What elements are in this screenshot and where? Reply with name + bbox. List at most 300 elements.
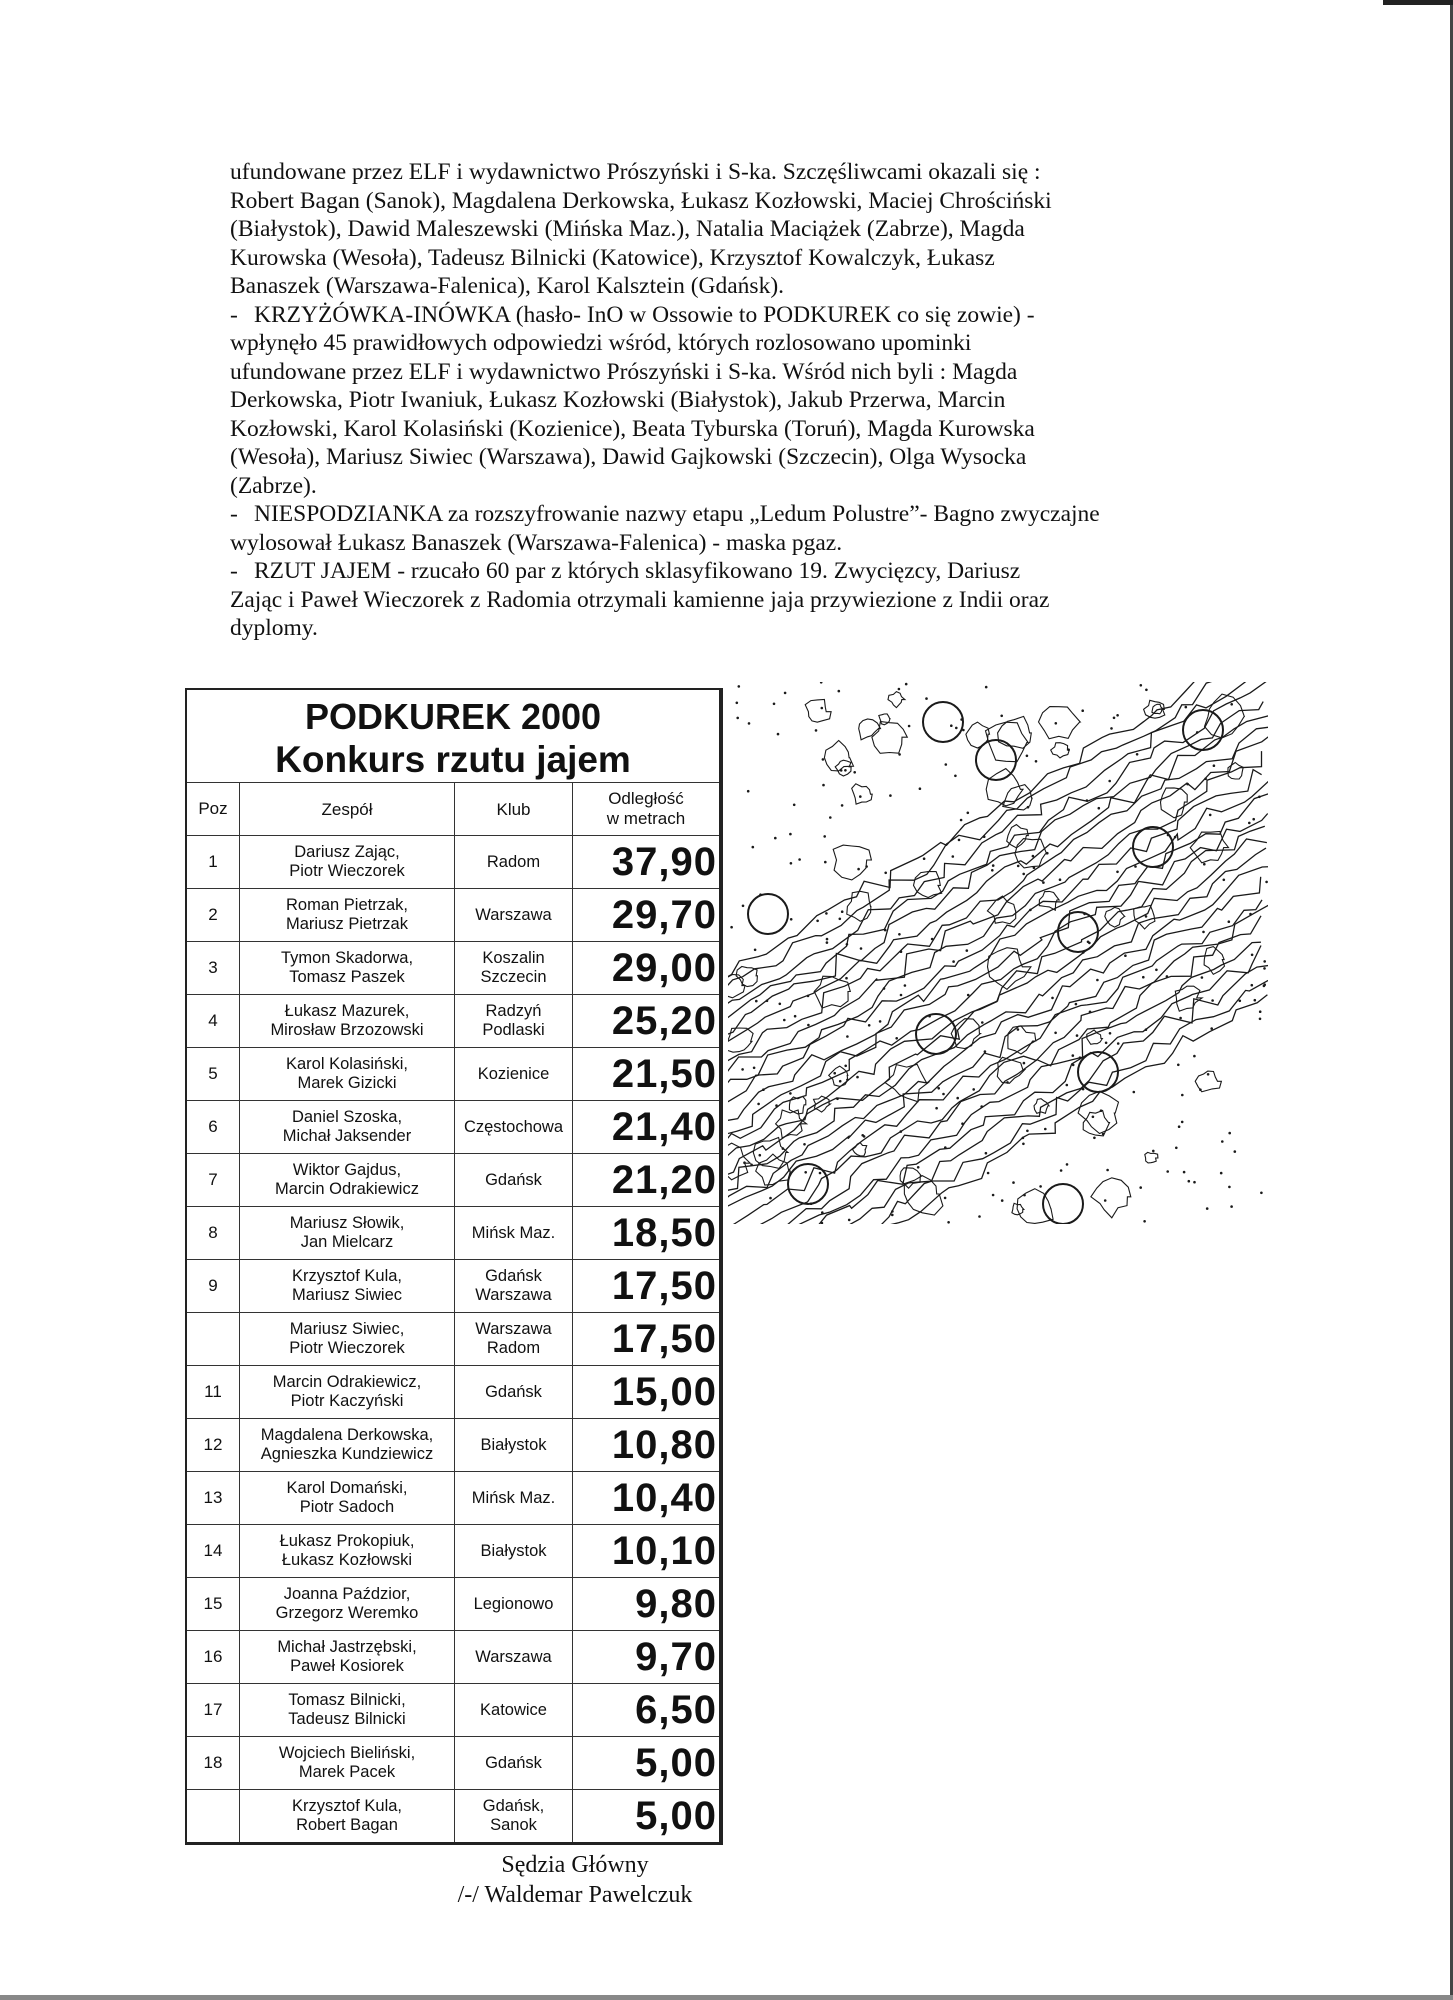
map-contour	[884, 872, 887, 875]
map-contour	[820, 682, 823, 684]
map-contour	[1204, 778, 1207, 781]
map-contour	[1133, 1091, 1136, 1094]
cell-zespol-text: Karol Kolasiński,	[286, 1055, 408, 1073]
cell-zespol	[240, 1313, 455, 1365]
cell-poz-text: 3	[208, 958, 218, 977]
table-row	[187, 1631, 719, 1684]
cell-klub-text: Białystok	[480, 1541, 547, 1560]
cell-poz-text: 6	[208, 1117, 218, 1136]
map-contour	[1075, 1003, 1078, 1006]
map-contour	[1145, 1028, 1148, 1031]
map-contour	[728, 727, 1268, 1067]
map-contour	[1026, 1130, 1029, 1133]
cell-zespol-text: Wojciech Bieliński,	[278, 1744, 416, 1762]
map-contour	[841, 804, 844, 807]
map-contour	[826, 941, 829, 944]
cell-odleglosc-text: 29,00	[611, 945, 717, 990]
judge-signature	[430, 1850, 720, 1910]
text-line	[230, 301, 1260, 330]
bullet-text: wpłynęło 45 prawidłowych odpowiedzi wśród, których rozlosowano upominki	[230, 330, 972, 356]
cell-odleglosc-text: 5,00	[635, 1740, 717, 1785]
bullet-marker: -	[230, 301, 238, 328]
map-contour	[1174, 836, 1177, 839]
map-contour	[1263, 960, 1266, 963]
map-contour	[728, 965, 1268, 1224]
map-contour	[1209, 814, 1212, 817]
map-contour	[1252, 818, 1255, 821]
map-contour	[868, 1024, 871, 1027]
cell-zespol-text: Michał Jaksender	[282, 1127, 412, 1145]
cell-zespol	[240, 942, 455, 994]
map-contour	[1023, 1194, 1026, 1197]
map-contour	[1051, 997, 1054, 1000]
map-contour	[950, 724, 953, 727]
cell-klub-text: Warszawa	[475, 1647, 552, 1666]
cell-odleglosc-text: 37,90	[611, 839, 717, 884]
map-contour	[777, 733, 780, 736]
map-contour	[823, 835, 826, 838]
article-text	[230, 158, 1260, 643]
cell-poz	[187, 1790, 240, 1842]
table-row	[187, 1790, 719, 1842]
cell-poz-text: 15	[203, 1594, 223, 1613]
cell-klub	[455, 995, 573, 1047]
cell-odleglosc-text: 25,20	[611, 998, 717, 1043]
map-contour	[992, 864, 995, 867]
cell-zespol-text: Krzysztof Kula,	[291, 1267, 403, 1285]
judge-title: Sędzia Główny	[501, 1852, 649, 1878]
cell-zespol	[240, 1207, 455, 1259]
cell-klub	[455, 1154, 573, 1206]
map-contour	[1086, 799, 1089, 802]
cell-odleglosc	[573, 1154, 719, 1206]
map-contour	[835, 760, 851, 776]
map-contour	[1178, 1125, 1181, 1128]
table-row	[187, 889, 719, 942]
text-line	[230, 415, 1260, 444]
map-contour	[891, 1214, 894, 1217]
bullet-marker: -	[230, 558, 238, 584]
table-row	[187, 1472, 719, 1525]
map-contour	[728, 770, 1262, 1108]
map-contour	[773, 703, 776, 706]
map-contour	[991, 869, 994, 872]
map-contour	[1058, 912, 1098, 952]
map-contour	[1188, 1180, 1191, 1183]
cell-klub	[455, 836, 573, 888]
map-contour	[846, 1035, 849, 1038]
map-contour	[960, 819, 963, 822]
map-contour	[919, 787, 922, 790]
map-contour	[1234, 1150, 1237, 1153]
cell-zespol-text: Marek Pacek	[298, 1763, 396, 1781]
map-contour	[852, 784, 873, 804]
cell-zespol-text: Daniel Szoska,	[291, 1108, 403, 1126]
map-contour	[945, 763, 948, 766]
cell-klub	[455, 1684, 573, 1736]
cell-zespol-text: Joanna Paździor,	[283, 1585, 411, 1603]
cell-zespol-text: Mariusz Siwiec	[291, 1286, 403, 1304]
map-contour	[728, 1028, 753, 1052]
map-contour	[1265, 881, 1268, 884]
map-contour	[895, 1037, 898, 1040]
map-contour	[841, 910, 844, 913]
map-contour	[1033, 866, 1036, 869]
cell-poz	[187, 995, 240, 1047]
map-contour	[1203, 863, 1206, 866]
map-contour	[1183, 1171, 1186, 1174]
map-contour	[1012, 1181, 1015, 1184]
cell-poz-text: 18	[203, 1753, 223, 1772]
cell-odleglosc-text: 21,50	[611, 1051, 717, 1096]
cell-zespol	[240, 1101, 455, 1153]
map-contour	[1145, 915, 1148, 918]
cell-klub-text: Mińsk Maz.	[471, 1223, 556, 1242]
cell-klub	[455, 1525, 573, 1577]
cell-zespol-text: Michał Jastrzębski,	[277, 1638, 417, 1656]
bullet-item	[230, 500, 1260, 557]
bullet-text: Derkowska, Piotr Iwaniuk, Łukasz Kozłowski (Białystok), Jakub Przerwa, Marcin	[230, 387, 1006, 413]
cell-odleglosc-text: 17,50	[611, 1263, 717, 1308]
map-contour	[1039, 1185, 1042, 1188]
map-contour	[807, 995, 810, 998]
map-contour	[879, 1020, 882, 1023]
map-contour	[956, 1097, 959, 1100]
text-line: Robert Bagan (Sanok), Magdalena Derkowska, Łukasz Kozłowski, Maciej Chrościński	[230, 187, 1052, 214]
col-header-odl-line2: w metrach	[606, 809, 686, 828]
cell-klub-text: Radom	[486, 852, 541, 871]
cell-klub-text: Szczecin	[480, 968, 547, 986]
map-contour	[736, 702, 739, 705]
map-contour	[747, 790, 750, 793]
map-contour	[1223, 879, 1226, 882]
map-contour	[1207, 1073, 1210, 1076]
orienteering-map-icon	[728, 682, 1268, 1224]
cell-zespol-text: Łukasz Mazurek,	[284, 1002, 410, 1020]
map-contour	[898, 688, 901, 691]
map-contour	[1026, 755, 1029, 758]
map-contour	[774, 837, 777, 840]
cell-zespol-text: Mariusz Pietrzak	[286, 915, 408, 933]
map-contour	[861, 1134, 864, 1137]
cell-odleglosc-text: 10,40	[611, 1475, 717, 1520]
map-contour	[814, 1096, 831, 1112]
map-contour	[884, 929, 887, 932]
map-contour	[980, 1105, 983, 1108]
map-contour	[1022, 1137, 1025, 1140]
map-contour	[839, 1080, 842, 1083]
map-contour	[1133, 827, 1173, 867]
cell-zespol-text: Karol Domański,	[286, 1479, 408, 1497]
map-contour	[904, 984, 907, 987]
cell-poz-text: 11	[204, 1382, 222, 1401]
cell-poz	[187, 1207, 240, 1259]
map-contour	[1193, 1181, 1196, 1184]
map-contour	[853, 771, 856, 774]
cell-odleglosc-text: 21,20	[611, 1157, 717, 1202]
map-contour	[1105, 1042, 1108, 1045]
cell-poz-text: 4	[208, 1011, 218, 1030]
map-contour	[815, 729, 818, 732]
map-contour	[1185, 706, 1188, 709]
map-contour	[728, 916, 1261, 1224]
table-row	[187, 836, 719, 889]
map-contour	[1193, 1055, 1196, 1058]
cell-zespol-text: Paweł Kosiorek	[290, 1657, 404, 1675]
cell-zespol-text: Piotr Wieczorek	[289, 862, 405, 880]
map-contour	[898, 753, 901, 756]
map-contour	[860, 947, 863, 950]
cell-klub	[455, 1313, 573, 1365]
cell-odleglosc	[573, 942, 719, 994]
map-contour	[748, 722, 751, 725]
map-contour	[1092, 1116, 1095, 1119]
cell-zespol	[240, 1631, 455, 1683]
cell-poz	[187, 1525, 240, 1577]
cell-klub-text: Warszawa	[475, 1286, 552, 1304]
map-contour	[1072, 1064, 1075, 1067]
map-contour	[755, 1000, 758, 1003]
map-contour	[844, 1065, 847, 1068]
table-row	[187, 1048, 719, 1101]
cell-poz-text: 8	[208, 1223, 218, 1242]
cell-zespol	[240, 1578, 455, 1630]
map-contour	[1046, 852, 1049, 855]
map-contour	[807, 1024, 810, 1027]
map-contour	[914, 872, 942, 898]
map-contour	[822, 758, 825, 761]
cell-zespol-text: Marcin Odrakiewicz,	[272, 1373, 422, 1391]
map-contour	[1072, 1054, 1075, 1057]
text-line	[230, 358, 1260, 387]
table-row	[187, 1419, 719, 1472]
map-contour	[848, 1219, 851, 1222]
cell-odleglosc	[573, 1207, 719, 1259]
table-row	[187, 1578, 719, 1631]
cell-odleglosc-text: 6,50	[635, 1687, 717, 1732]
map-contour	[1251, 984, 1254, 987]
map-contour	[1263, 967, 1266, 970]
cell-zespol-text: Łukasz Prokopiuk,	[279, 1532, 415, 1550]
map-contour	[1199, 1088, 1202, 1091]
map-contour	[1006, 1081, 1009, 1084]
map-contour	[759, 1154, 762, 1157]
map-contour	[935, 1107, 938, 1110]
cell-zespol	[240, 1260, 455, 1312]
cell-zespol	[240, 1366, 455, 1418]
map-contour	[816, 920, 819, 923]
map-contour	[1022, 873, 1025, 876]
map-contour	[1060, 1169, 1063, 1172]
map-contour	[1113, 717, 1116, 720]
map-contour	[804, 1171, 807, 1174]
cell-poz	[187, 1048, 240, 1100]
map-contour	[967, 812, 970, 815]
cell-odleglosc-text: 21,40	[611, 1104, 717, 1149]
cell-zespol-text: Magdalena Derkowska,	[260, 1426, 434, 1444]
map-contour	[846, 1079, 849, 1082]
map-contour	[1230, 1205, 1233, 1208]
map-contour	[789, 1096, 805, 1114]
map-contour	[985, 1152, 988, 1155]
map-contour	[728, 702, 1263, 1038]
cell-zespol-text: Mirosław Brzozowski	[270, 1021, 424, 1039]
map-contour	[883, 987, 886, 990]
cell-klub-text: Gdańsk,	[482, 1797, 545, 1815]
map-contour	[937, 1087, 940, 1090]
cell-odleglosc	[573, 1790, 719, 1842]
map-contour	[1134, 865, 1137, 868]
map-contour	[736, 717, 739, 720]
text-line	[230, 472, 1260, 501]
map-contour	[1166, 975, 1169, 978]
map-contour	[859, 719, 881, 740]
map-contour	[1145, 1152, 1158, 1163]
cell-poz	[187, 942, 240, 994]
map-contour	[1181, 1094, 1184, 1097]
cell-klub	[455, 1419, 573, 1471]
map-contour	[839, 918, 842, 921]
map-contour	[1008, 1026, 1036, 1054]
map-contour	[845, 977, 848, 980]
intro-paragraph	[230, 158, 1260, 301]
map-contour	[905, 683, 908, 686]
map-contour	[972, 1088, 975, 1091]
map-contour	[1104, 1199, 1107, 1202]
map-contour	[1034, 1099, 1049, 1114]
cell-klub-text: Warszawa	[475, 905, 552, 924]
map-contour	[889, 794, 892, 797]
cell-odleglosc	[573, 995, 719, 1047]
map-contour	[947, 1221, 950, 1224]
cell-poz	[187, 889, 240, 941]
cell-klub	[455, 942, 573, 994]
map-contour	[1027, 806, 1030, 809]
map-contour	[983, 835, 986, 838]
cell-zespol	[240, 1154, 455, 1206]
cell-zespol-text: Marek Gizicki	[297, 1074, 397, 1092]
cell-klub-text: Częstochowa	[463, 1117, 564, 1136]
map-contour	[833, 845, 871, 880]
map-contour	[1175, 1147, 1178, 1150]
map-contour	[1022, 1143, 1025, 1146]
map-contour	[958, 839, 961, 842]
map-contour	[944, 1197, 947, 1200]
map-contour	[981, 1021, 984, 1024]
cell-zespol-text: Robert Bagan	[296, 1816, 398, 1834]
map-contour	[984, 1050, 987, 1053]
map-contour	[1098, 807, 1101, 810]
cell-zespol-text: Jan Mielcarz	[300, 1233, 394, 1251]
cell-odleglosc	[573, 1101, 719, 1153]
map-contour	[775, 1104, 778, 1107]
cell-poz-text: 5	[208, 1064, 218, 1083]
map-contour	[728, 792, 1268, 1136]
map-contour	[992, 1194, 995, 1197]
bullet-text: wylosował Łukasz Banaszek (Warszawa-Falenica) - maska pgaz.	[230, 529, 843, 556]
bullet-item	[230, 301, 1260, 501]
cell-odleglosc	[573, 1366, 719, 1418]
cell-zespol-text: Piotr Wieczorek	[289, 1339, 405, 1357]
map-contour	[1029, 909, 1032, 912]
map-contour	[1023, 1062, 1026, 1065]
cell-odleglosc-text: 18,50	[611, 1210, 717, 1255]
map-contour	[1124, 954, 1127, 957]
map-contour	[750, 1164, 753, 1167]
cell-klub-text: Kozienice	[477, 1064, 550, 1083]
bullet-text: Zając i Paweł Wieczorek z Radomia otrzymali kamienne jaja przywiezione z Indii oraz	[230, 586, 1050, 613]
bullet-text: (Wesoła), Mariusz Siwiec (Warszawa), Dawid Gajkowski (Szczecin), Olga Wysocka	[230, 444, 1027, 470]
cell-zespol-text: Marcin Odrakiewicz	[275, 1180, 419, 1198]
map-contour	[1251, 954, 1254, 957]
map-contour	[1259, 1010, 1262, 1013]
text-line	[230, 529, 1260, 558]
map-contour	[1079, 1056, 1082, 1059]
map-contour	[925, 697, 928, 700]
map-contour	[1140, 684, 1143, 687]
cell-odleglosc	[573, 1313, 719, 1365]
map-contour	[888, 692, 905, 708]
map-contour	[856, 1076, 859, 1079]
cell-poz-text: 9	[208, 1276, 218, 1295]
cell-zespol	[240, 1525, 455, 1577]
cell-odleglosc	[573, 1578, 719, 1630]
cell-klub	[455, 889, 573, 941]
map-contour	[748, 894, 788, 934]
cell-odleglosc-text: 5,00	[635, 1793, 717, 1838]
map-contour	[1091, 1178, 1131, 1218]
bullet-text: KRZYŻÓWKA-INÓWKA (hasło- InO w Ossowie to PODKUREK co się zowie) -	[254, 301, 1035, 328]
table-row	[187, 1154, 719, 1207]
map-contour	[1067, 748, 1070, 751]
bullet-text: dyplomy.	[230, 615, 318, 641]
cell-klub-text: Warszawa	[475, 1320, 552, 1338]
map-contour	[966, 949, 969, 952]
table-row	[187, 1101, 719, 1154]
table-row	[187, 1684, 719, 1737]
cell-zespol-text: Krzysztof Kula,	[291, 1797, 403, 1815]
cell-odleglosc-text: 29,70	[611, 892, 717, 937]
cell-klub	[455, 1366, 573, 1418]
map-contour	[1220, 1172, 1223, 1175]
map-contour	[1109, 1032, 1112, 1035]
cell-poz-text: 14	[203, 1541, 223, 1560]
map-contour	[987, 1172, 990, 1175]
map-contour	[822, 784, 825, 787]
map-contour	[728, 682, 1268, 996]
map-contour	[1108, 780, 1111, 783]
map-contour	[1230, 703, 1233, 706]
cell-poz	[187, 1366, 240, 1418]
map-contour	[1206, 1207, 1209, 1210]
cell-klub	[455, 1260, 573, 1312]
map-contour	[826, 938, 829, 941]
cell-poz	[187, 1154, 240, 1206]
map-contour	[788, 1164, 828, 1204]
column-headers	[187, 783, 719, 836]
map-contour	[857, 868, 860, 871]
cell-klub-text: Radzyń Podlaski	[482, 1002, 545, 1039]
map-contour	[1093, 1137, 1096, 1140]
cell-odleglosc-text: 10,80	[611, 1422, 717, 1467]
map-contour	[1117, 1042, 1120, 1045]
table-row	[187, 942, 719, 995]
map-contour	[1179, 1017, 1182, 1020]
map-contour	[917, 1166, 920, 1169]
map-contour	[1177, 1064, 1180, 1067]
bullet-marker: -	[230, 501, 238, 527]
table-title: PODKUREK 2000	[304, 696, 602, 737]
